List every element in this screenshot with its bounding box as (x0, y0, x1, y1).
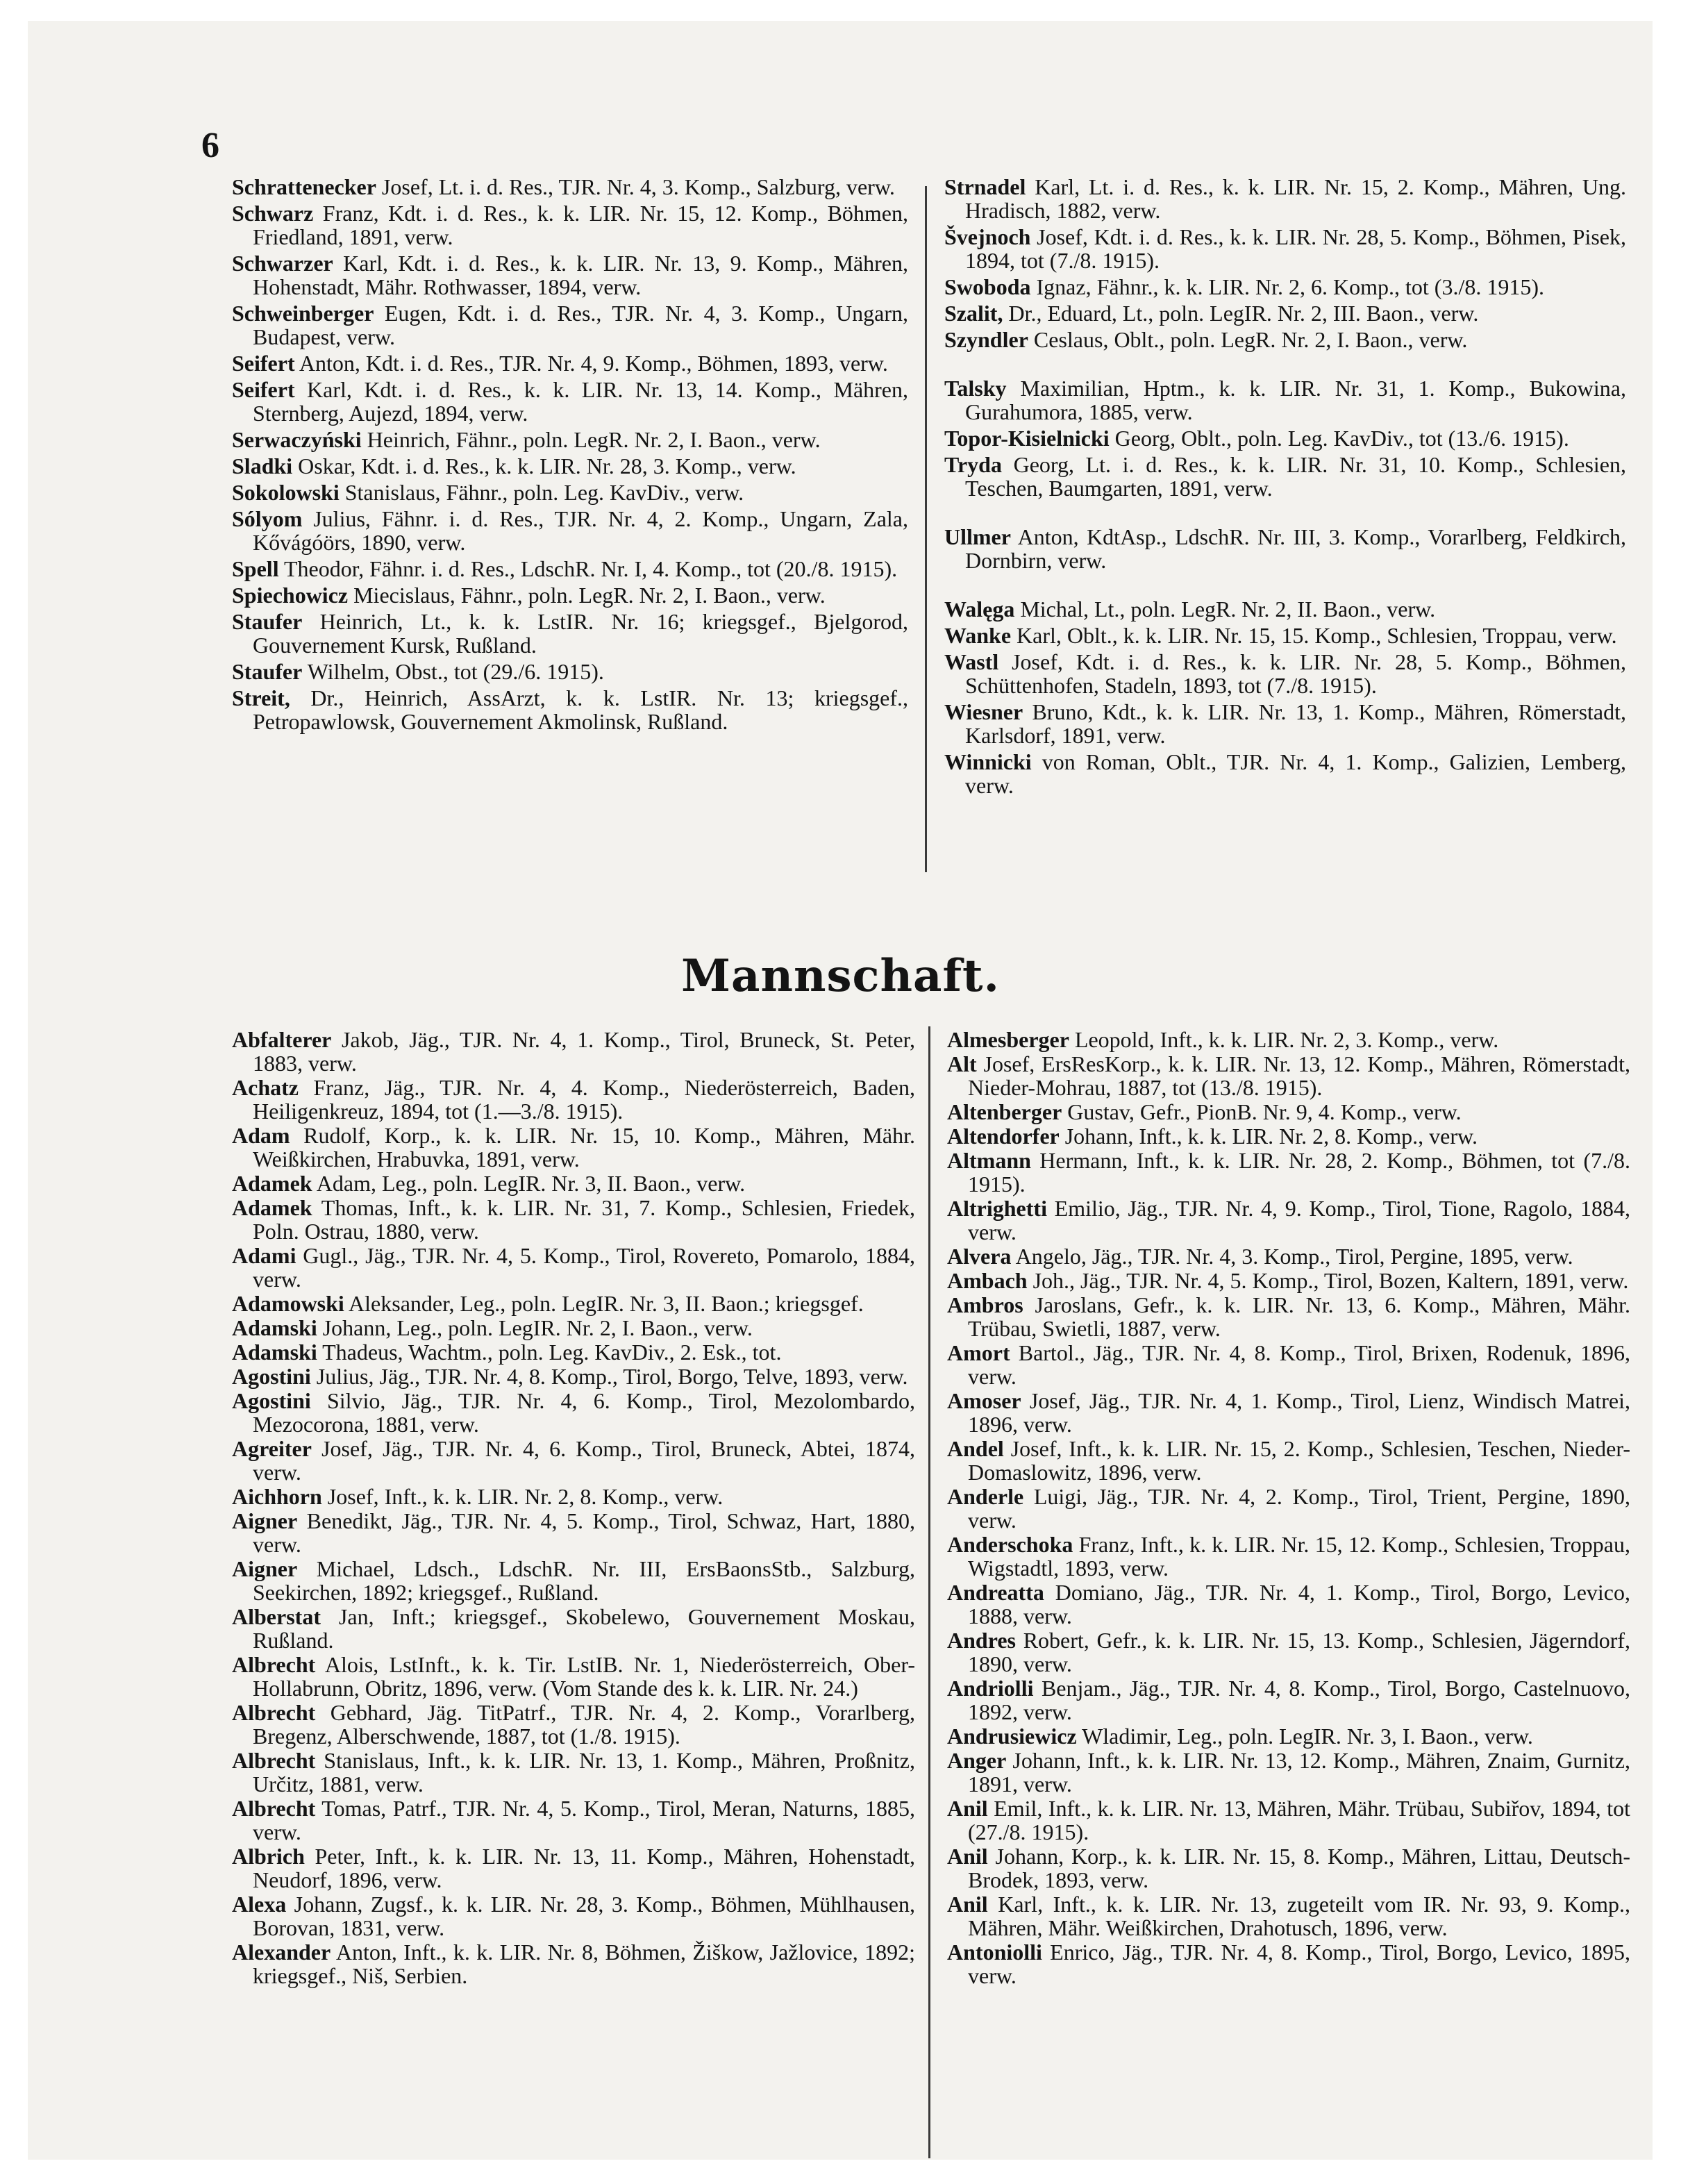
casualty-entry (232, 686, 908, 733)
entry-surname: Spell (232, 556, 279, 581)
entry-details: Julius, Fähnr. i. d. Res., TJR. Nr. 4, 2. Komp., Ungarn, Zala, Kővágóörs, 1890, verw. (253, 506, 908, 555)
entry-details: Jakob, Jäg., TJR. Nr. 4, 1. Komp., Tirol, Bruneck, St. Peter, 1883, verw. (253, 1027, 915, 1076)
entry-details: Enrico, Jäg., TJR. Nr. 4, 8. Komp., Tirol, Borgo, Levico, 1895, verw. (968, 1940, 1630, 1988)
entry-surname: Sólyom (232, 506, 303, 531)
casualty-entry (947, 1124, 1630, 1148)
entry-details: Wilhelm, Obst., tot (29./6. 1915). (302, 659, 604, 684)
entry-details: Eugen, Kdt. i. d. Res., TJR. Nr. 4, 3. Komp., Ungarn, Budapest, verw. (253, 301, 908, 349)
entry-details: Josef, Inft., k. k. LIR. Nr. 2, 8. Komp., verw. (321, 1484, 724, 1509)
entry-details: Johann, Inft., k. k. LIR. Nr. 2, 8. Komp., verw. (1059, 1124, 1478, 1149)
entry-details: Georg, Lt. i. d. Res., k. k. LIR. Nr. 31, 10. Komp., Schlesien, Teschen, Baumgarten, 1891, verw. (965, 452, 1626, 501)
casualty-entry (232, 454, 908, 478)
entry-details: Josef, Jäg., TJR. Nr. 4, 6. Komp., Tirol, Bruneck, Abtei, 1874, verw. (253, 1436, 915, 1485)
entry-details: Michael, Ldsch., LdschR. Nr. III, ErsBaonsStb., Salzburg, Seekirchen, 1892; kriegsgef., Rußland. (253, 1556, 915, 1605)
entry-details: Benjam., Jäg., TJR. Nr. 4, 8. Komp., Tirol, Borgo, Castelnuovo, 1892, verw. (968, 1676, 1630, 1724)
entry-details: Theodor, Fähnr. i. d. Res., LdschR. Nr. I, 4. Komp., tot (20./8. 1915). (278, 556, 898, 581)
casualty-entry (947, 1269, 1630, 1292)
entry-surname: Andel (947, 1436, 1004, 1461)
entry-details: Josef, ErsResKorp., k. k. LIR. Nr. 13, 12. Komp., Mähren, Römerstadt, Nieder-Mohrau, 1887, tot (13./8. 1915). (968, 1051, 1630, 1100)
casualty-entry (944, 624, 1626, 647)
casualty-entry (232, 1485, 915, 1508)
entry-surname: Anil (947, 1796, 988, 1821)
casualty-entry (232, 1365, 915, 1388)
casualty-entry (944, 275, 1626, 299)
entry-surname: Antoniolli (947, 1940, 1042, 1965)
entry-details: Heinrich, Lt., k. k. LstIR. Nr. 16; kriegsgef., Bjelgorod, Gouvernement Kursk, Rußland. (253, 609, 908, 658)
entry-details: Miecislaus, Fähnr., poln. LegR. Nr. 2, I. Baon., verw. (348, 583, 826, 608)
entry-surname: Szalit, (944, 301, 1003, 326)
entry-details: Michal, Lt., poln. LegR. Nr. 2, II. Baon., verw. (1014, 597, 1436, 622)
casualty-entry (947, 1244, 1630, 1268)
entry-surname: Adamski (232, 1315, 317, 1340)
entry-details: Dr., Heinrich, AssArzt, k. k. LstIR. Nr. 13; kriegsgef., Petropawlowsk, Gouvernement Akmolinsk, Rußland. (253, 685, 908, 734)
entry-details: Thomas, Inft., k. k. LIR. Nr. 31, 7. Komp., Schlesien, Friedek, Poln. Ostrau, 1880, verw. (253, 1195, 915, 1244)
entry-details: Josef, Jäg., TJR. Nr. 4, 1. Komp., Tirol, Lienz, Windisch Matrei, 1896, verw. (968, 1388, 1630, 1437)
entry-details: Franz, Inft., k. k. LIR. Nr. 15, 12. Komp., Schlesien, Troppau, Wigstadtl, 1893, verw. (968, 1532, 1630, 1581)
entry-surname: Abfalterer (232, 1027, 332, 1052)
entry-surname: Agostini (232, 1388, 311, 1413)
entry-surname: Anger (947, 1748, 1007, 1773)
entry-surname: Adam (232, 1123, 290, 1148)
entry-surname: Altmann (947, 1148, 1031, 1173)
entry-details: Gebhard, Jäg. TitPatrf., TJR. Nr. 4, 2. Komp., Vorarlberg, Bregenz, Alberschwende, 1887, tot (1./8. 1915). (253, 1700, 915, 1749)
entry-details: Karl, Kdt. i. d. Res., k. k. LIR. Nr. 13, 9. Komp., Mähren, Hohenstadt, Mähr. Rothwasser, 1894, verw. (253, 251, 908, 299)
casualty-entry (947, 1149, 1630, 1196)
casualty-entry (232, 1196, 915, 1243)
entry-details: Hermann, Inft., k. k. LIR. Nr. 28, 2. Komp., Böhmen, tot (7./8. 1915). (968, 1148, 1630, 1197)
entry-surname: Aigner (232, 1508, 298, 1533)
officer-list-right (944, 175, 1626, 800)
casualty-entry (947, 1628, 1630, 1676)
casualty-entry (232, 1605, 915, 1652)
entry-surname: Sokolowski (232, 480, 340, 505)
entry-surname: Wanke (944, 623, 1012, 648)
casualty-entry (947, 1100, 1630, 1124)
casualty-entry (947, 1940, 1630, 1987)
casualty-entry (232, 1701, 915, 1748)
casualty-entry (232, 1653, 915, 1700)
entry-details: Maximilian, Hptm., k. k. LIR. Nr. 31, 1. Komp., Bukowina, Gurahumora, 1885, verw. (965, 376, 1626, 424)
entry-details: Gustav, Gefr., PionB. Nr. 9, 4. Komp., verw. (1062, 1099, 1462, 1124)
casualty-entry (232, 1844, 915, 1892)
casualty-entry (232, 1172, 915, 1195)
casualty-entry (232, 583, 908, 607)
entry-surname: Schwarz (232, 201, 314, 226)
entry-details: Jan, Inft.; kriegsgef., Skobelewo, Gouvernement Moskau, Rußland. (253, 1604, 915, 1653)
entry-spacer (944, 354, 1626, 374)
entry-details: Johann, Korp., k. k. LIR. Nr. 15, 8. Komp., Mähren, Littau, Deutsch-Brodek, 1893, verw. (968, 1844, 1630, 1892)
entry-surname: Andres (947, 1628, 1016, 1653)
entry-details: Peter, Inft., k. k. LIR. Nr. 13, 11. Komp., Mähren, Hohenstadt, Neudorf, 1896, verw. (253, 1844, 915, 1892)
entry-surname: Sladki (232, 453, 293, 478)
entry-surname: Spiechowicz (232, 583, 349, 608)
entry-surname: Albrich (232, 1844, 305, 1869)
casualty-entry (232, 378, 908, 425)
entry-details: Tomas, Patrf., TJR. Nr. 4, 5. Komp., Tirol, Meran, Naturns, 1885, verw. (253, 1796, 915, 1844)
entry-details: Gugl., Jäg., TJR. Nr. 4, 5. Komp., Tirol, Rovereto, Pomarolo, 1884, verw. (253, 1243, 915, 1292)
entry-surname: Adami (232, 1243, 296, 1268)
entry-details: Domiano, Jäg., TJR. Nr. 4, 1. Komp., Tirol, Borgo, Levico, 1888, verw. (968, 1580, 1630, 1628)
entry-surname: Agreiter (232, 1436, 312, 1461)
page-number: 6 (201, 126, 219, 165)
entry-surname: Anderschoka (947, 1532, 1073, 1557)
entry-surname: Aichhorn (232, 1484, 322, 1509)
entry-surname: Achatz (232, 1075, 299, 1100)
entry-details: Emil, Inft., k. k. LIR. Nr. 13, Mähren, Mähr. Trübau, Subiřov, 1894, tot (27./8. 1915). (968, 1796, 1630, 1844)
column-divider (925, 186, 927, 872)
entry-details: Silvio, Jäg., TJR. Nr. 4, 6. Komp., Tirol, Mezolombardo, Mezocorona, 1881, verw. (253, 1388, 915, 1437)
entry-surname: Seifert (232, 351, 295, 376)
entry-surname: Almesberger (947, 1027, 1069, 1052)
casualty-entry (232, 1389, 915, 1436)
entry-surname: Anderle (947, 1484, 1024, 1509)
entry-surname: Amoser (947, 1388, 1021, 1413)
entry-details: Josef, Kdt. i. d. Res., k. k. LIR. Nr. 28, 5. Komp., Böhmen, Pisek, 1894, tot (7./8. 1915). (965, 224, 1626, 273)
entry-surname: Seifert (232, 377, 295, 402)
section-heading: Mannschaft. (681, 950, 1000, 1002)
casualty-entry (947, 1389, 1630, 1436)
casualty-entry (232, 1892, 915, 1940)
entry-surname: Alberstat (232, 1604, 321, 1629)
casualty-entry (232, 301, 908, 349)
entry-surname: Aigner (232, 1556, 298, 1581)
entry-details: Franz, Kdt. i. d. Res., k. k. LIR. Nr. 15, 12. Komp., Böhmen, Friedland, 1891, verw. (253, 201, 908, 249)
entry-details: Karl, Oblt., k. k. LIR. Nr. 15, 15. Komp., Schlesien, Troppau, verw. (1011, 623, 1617, 648)
entry-surname: Schweinberger (232, 301, 374, 326)
entry-details: von Roman, Oblt., TJR. Nr. 4, 1. Komp., Galizien, Lemberg, verw. (965, 749, 1626, 798)
entry-surname: Adamski (232, 1340, 317, 1365)
entry-details: Josef, Lt. i. d. Res., TJR. Nr. 4, 3. Komp., Salzburg, verw. (376, 174, 895, 199)
entry-surname: Alt (947, 1051, 977, 1076)
entry-surname: Amort (947, 1340, 1010, 1365)
casualty-entry (232, 1509, 915, 1556)
entry-surname: Ambros (947, 1292, 1023, 1317)
casualty-entry (232, 1028, 915, 1075)
entry-details: Joh., Jäg., TJR. Nr. 4, 5. Komp., Tirol, Bozen, Kaltern, 1891, verw. (1027, 1268, 1629, 1293)
entry-surname: Albrecht (232, 1700, 316, 1725)
casualty-entry (232, 251, 908, 299)
entry-details: Angelo, Jäg., TJR. Nr. 4, 3. Komp., Tirol, Pergine, 1895, verw. (1011, 1244, 1573, 1269)
casualty-entry (944, 225, 1626, 272)
casualty-entry (944, 525, 1626, 572)
entry-surname: Andrusiewicz (947, 1724, 1077, 1749)
casualty-entry (232, 1076, 915, 1123)
casualty-entry (944, 597, 1626, 621)
entry-details: Benedikt, Jäg., TJR. Nr. 4, 5. Komp., Tirol, Schwaz, Hart, 1880, verw. (253, 1508, 915, 1557)
casualty-entry (944, 650, 1626, 697)
casualty-entry (944, 301, 1626, 325)
entry-details: Anton, Kdt. i. d. Res., TJR. Nr. 4, 9. Komp., Böhmen, 1893, verw. (294, 351, 888, 376)
entry-surname: Albrecht (232, 1652, 316, 1677)
casualty-entry (947, 1341, 1630, 1388)
entry-details: Josef, Inft., k. k. LIR. Nr. 15, 2. Komp., Schlesien, Teschen, Nieder-Domaslowitz, 1896, verw. (968, 1436, 1630, 1485)
casualty-entry (947, 1028, 1630, 1051)
entry-details: Anton, KdtAsp., LdschR. Nr. III, 3. Komp., Vorarlberg, Feldkirch, Dornbirn, verw. (965, 524, 1626, 573)
entry-spacer (944, 575, 1626, 594)
entry-surname: Walęga (944, 597, 1015, 622)
entry-surname: Swoboda (944, 274, 1031, 299)
casualty-entry (944, 426, 1626, 450)
entry-surname: Serwaczyński (232, 427, 362, 452)
entry-surname: Alexa (232, 1892, 287, 1917)
casualty-entry (944, 700, 1626, 747)
entry-details: Franz, Jäg., TJR. Nr. 4, 4. Komp., Niederösterreich, Baden, Heiligenkreuz, 1894, tot (1.—3./8. 1915). (253, 1075, 915, 1124)
entry-details: Karl, Inft., k. k. LIR. Nr. 13, zugeteilt vom IR. Nr. 93, 9. Komp., Mähren, Mähr. Weißkirchen, Drahotusch, 1896, verw. (968, 1892, 1630, 1940)
casualty-entry (947, 1533, 1630, 1580)
entry-details: Karl, Lt. i. d. Res., k. k. LIR. Nr. 15, 2. Komp., Mähren, Ung. Hradisch, 1882, verw. (965, 174, 1626, 223)
casualty-entry (947, 1293, 1630, 1340)
entry-surname: Staufer (232, 609, 303, 634)
entry-surname: Topor-Kisielnicki (944, 426, 1110, 451)
entry-surname: Alexander (232, 1940, 331, 1965)
entry-details: Josef, Kdt. i. d. Res., k. k. LIR. Nr. 28, 5. Komp., Böhmen, Schüttenhofen, Stadeln, 1893, tot (7./8. 1915). (965, 649, 1626, 698)
entry-surname: Andreatta (947, 1580, 1044, 1605)
entry-details: Jaroslans, Gefr., k. k. LIR. Nr. 13, 6. Komp., Mähren, Mähr. Trübau, Swietli, 1887, verw. (968, 1292, 1630, 1341)
casualty-entry (232, 1316, 915, 1340)
entry-surname: Ambach (947, 1268, 1028, 1293)
casualty-entry (232, 557, 908, 581)
entry-surname: Altendorfer (947, 1124, 1060, 1149)
casualty-entry (944, 376, 1626, 424)
entry-details: Georg, Oblt., poln. Leg. KavDiv., tot (13./6. 1915). (1109, 426, 1569, 451)
entry-details: Thadeus, Wachtm., poln. Leg. KavDiv., 2. Esk., tot. (317, 1340, 782, 1365)
casualty-entry (947, 1581, 1630, 1628)
entry-surname: Andriolli (947, 1676, 1034, 1701)
entry-details: Ignaz, Fähnr., k. k. LIR. Nr. 2, 6. Komp., tot (3./8. 1915). (1030, 274, 1544, 299)
casualty-entry (232, 1124, 915, 1171)
casualty-entry (232, 660, 908, 683)
entry-surname: Tryda (944, 452, 1002, 477)
entry-surname: Strnadel (944, 174, 1026, 199)
entry-spacer (944, 503, 1626, 522)
entry-surname: Agostini (232, 1364, 311, 1389)
casualty-entry (944, 328, 1626, 351)
casualty-entry (947, 1724, 1630, 1748)
entry-surname: Streit, (232, 685, 290, 710)
casualty-entry (232, 1437, 915, 1484)
entry-surname: Szyndler (944, 327, 1028, 352)
entry-surname: Adamek (232, 1171, 312, 1196)
entry-details: Aleksander, Leg., poln. LegIR. Nr. 3, II. Baon.; kriegsgef. (344, 1291, 864, 1316)
entry-details: Ceslaus, Oblt., poln. LegR. Nr. 2, I. Baon., verw. (1028, 327, 1468, 352)
entry-details: Robert, Gefr., k. k. LIR. Nr. 15, 13. Komp., Schlesien, Jägerndorf, 1890, verw. (968, 1628, 1630, 1676)
casualty-entry (947, 1197, 1630, 1244)
entry-surname: Anil (947, 1892, 988, 1917)
casualty-entry (232, 1749, 915, 1796)
entry-details: Emilio, Jäg., TJR. Nr. 4, 9. Komp., Tirol, Tione, Ragolo, 1884, verw. (968, 1196, 1630, 1244)
casualty-entry (944, 750, 1626, 797)
entry-surname: Talsky (944, 376, 1007, 401)
casualty-entry (947, 1844, 1630, 1892)
casualty-entry (232, 201, 908, 249)
casualty-entry (947, 1052, 1630, 1099)
entry-details: Johann, Inft., k. k. LIR. Nr. 13, 12. Komp., Mähren, Znaim, Gurnitz, 1891, verw. (968, 1748, 1630, 1797)
entry-surname: Altenberger (947, 1099, 1062, 1124)
casualty-entry (232, 1292, 915, 1315)
casualty-entry (947, 1797, 1630, 1844)
mannschaft-list-left (232, 1028, 915, 1988)
entry-surname: Schwarzer (232, 251, 333, 276)
casualty-entry (232, 1244, 915, 1291)
casualty-entry (232, 1340, 915, 1364)
entry-details: Johann, Leg., poln. LegIR. Nr. 2, I. Baon., verw. (317, 1315, 753, 1340)
entry-surname: Schrattenecker (232, 174, 376, 199)
entry-surname: Švejnoch (944, 224, 1031, 249)
entry-details: Wladimir, Leg., poln. LegIR. Nr. 3, I. Baon., verw. (1076, 1724, 1533, 1749)
entry-surname: Staufer (232, 659, 303, 684)
entry-details: Stanislaus, Inft., k. k. LIR. Nr. 13, 1. Komp., Mähren, Proßnitz, Určitz, 1881, verw. (253, 1748, 915, 1797)
entry-details: Stanislaus, Fähnr., poln. Leg. KavDiv., verw. (339, 480, 744, 505)
entry-details: Oskar, Kdt. i. d. Res., k. k. LIR. Nr. 28, 3. Komp., verw. (292, 453, 796, 478)
casualty-entry (947, 1437, 1630, 1484)
entry-details: Adam, Leg., poln. LegIR. Nr. 3, II. Baon., verw. (312, 1171, 746, 1196)
entry-surname: Albrecht (232, 1748, 316, 1773)
entry-surname: Adamek (232, 1195, 312, 1220)
casualty-entry (947, 1749, 1630, 1796)
casualty-entry (232, 1940, 915, 1987)
entry-details: Julius, Jäg., TJR. Nr. 4, 8. Komp., Tirol, Borgo, Telve, 1893, verw. (310, 1364, 908, 1389)
casualty-entry (232, 175, 908, 199)
column-divider (928, 1026, 930, 2158)
entry-details: Heinrich, Fähnr., poln. LegR. Nr. 2, I. Baon., verw. (361, 427, 821, 452)
entry-details: Leopold, Inft., k. k. LIR. Nr. 2, 3. Komp., verw. (1069, 1027, 1499, 1052)
casualty-entry (947, 1676, 1630, 1724)
entry-surname: Wiesner (944, 699, 1023, 724)
casualty-entry (232, 610, 908, 657)
entry-details: Rudolf, Korp., k. k. LIR. Nr. 15, 10. Komp., Mähren, Mähr. Weißkirchen, Hrabuvka, 1891, verw. (253, 1123, 915, 1172)
entry-surname: Altrighetti (947, 1196, 1047, 1221)
casualty-entry (232, 507, 908, 554)
entry-details: Alois, LstInft., k. k. Tir. LstIB. Nr. 1, Niederösterreich, Ober-Hollabrunn, Obritz, 1896, verw. (Vom Stande des k. k. LIR. Nr. 24.) (253, 1652, 915, 1701)
casualty-entry (232, 428, 908, 451)
casualty-entry (947, 1892, 1630, 1940)
casualty-entry (944, 175, 1626, 222)
entry-details: Karl, Kdt. i. d. Res., k. k. LIR. Nr. 13, 14. Komp., Mähren, Sternberg, Aujezd, 1894, verw. (253, 377, 908, 426)
casualty-entry (232, 351, 908, 375)
entry-details: Dr., Eduard, Lt., poln. LegIR. Nr. 2, III. Baon., verw. (1003, 301, 1479, 326)
entry-surname: Winnicki (944, 749, 1032, 774)
entry-details: Luigi, Jäg., TJR. Nr. 4, 2. Komp., Tirol, Trient, Pergine, 1890, verw. (968, 1484, 1630, 1533)
mannschaft-list-right (947, 1028, 1630, 1988)
casualty-entry (947, 1485, 1630, 1532)
casualty-entry (232, 1797, 915, 1844)
entry-surname: Ullmer (944, 524, 1011, 549)
casualty-entry (232, 1557, 915, 1604)
entry-details: Bartol., Jäg., TJR. Nr. 4, 8. Komp., Tirol, Brixen, Rodenuk, 1896, verw. (968, 1340, 1630, 1389)
officer-list-left (232, 175, 908, 736)
entry-surname: Anil (947, 1844, 988, 1869)
casualty-entry (944, 453, 1626, 500)
entry-details: Anton, Inft., k. k. LIR. Nr. 8, Böhmen, Žiškow, Jažlovice, 1892; kriegsgef., Niš, Serbien. (253, 1940, 915, 1988)
entry-details: Johann, Zugsf., k. k. LIR. Nr. 28, 3. Komp., Böhmen, Mühlhausen, Borovan, 1831, verw. (253, 1892, 915, 1940)
entry-details: Bruno, Kdt., k. k. LIR. Nr. 13, 1. Komp., Mähren, Römerstadt, Karlsdorf, 1891, verw. (965, 699, 1626, 748)
casualty-entry (232, 481, 908, 504)
entry-surname: Wastl (944, 649, 999, 674)
entry-surname: Adamowski (232, 1291, 344, 1316)
entry-surname: Alvera (947, 1244, 1012, 1269)
entry-surname: Albrecht (232, 1796, 316, 1821)
